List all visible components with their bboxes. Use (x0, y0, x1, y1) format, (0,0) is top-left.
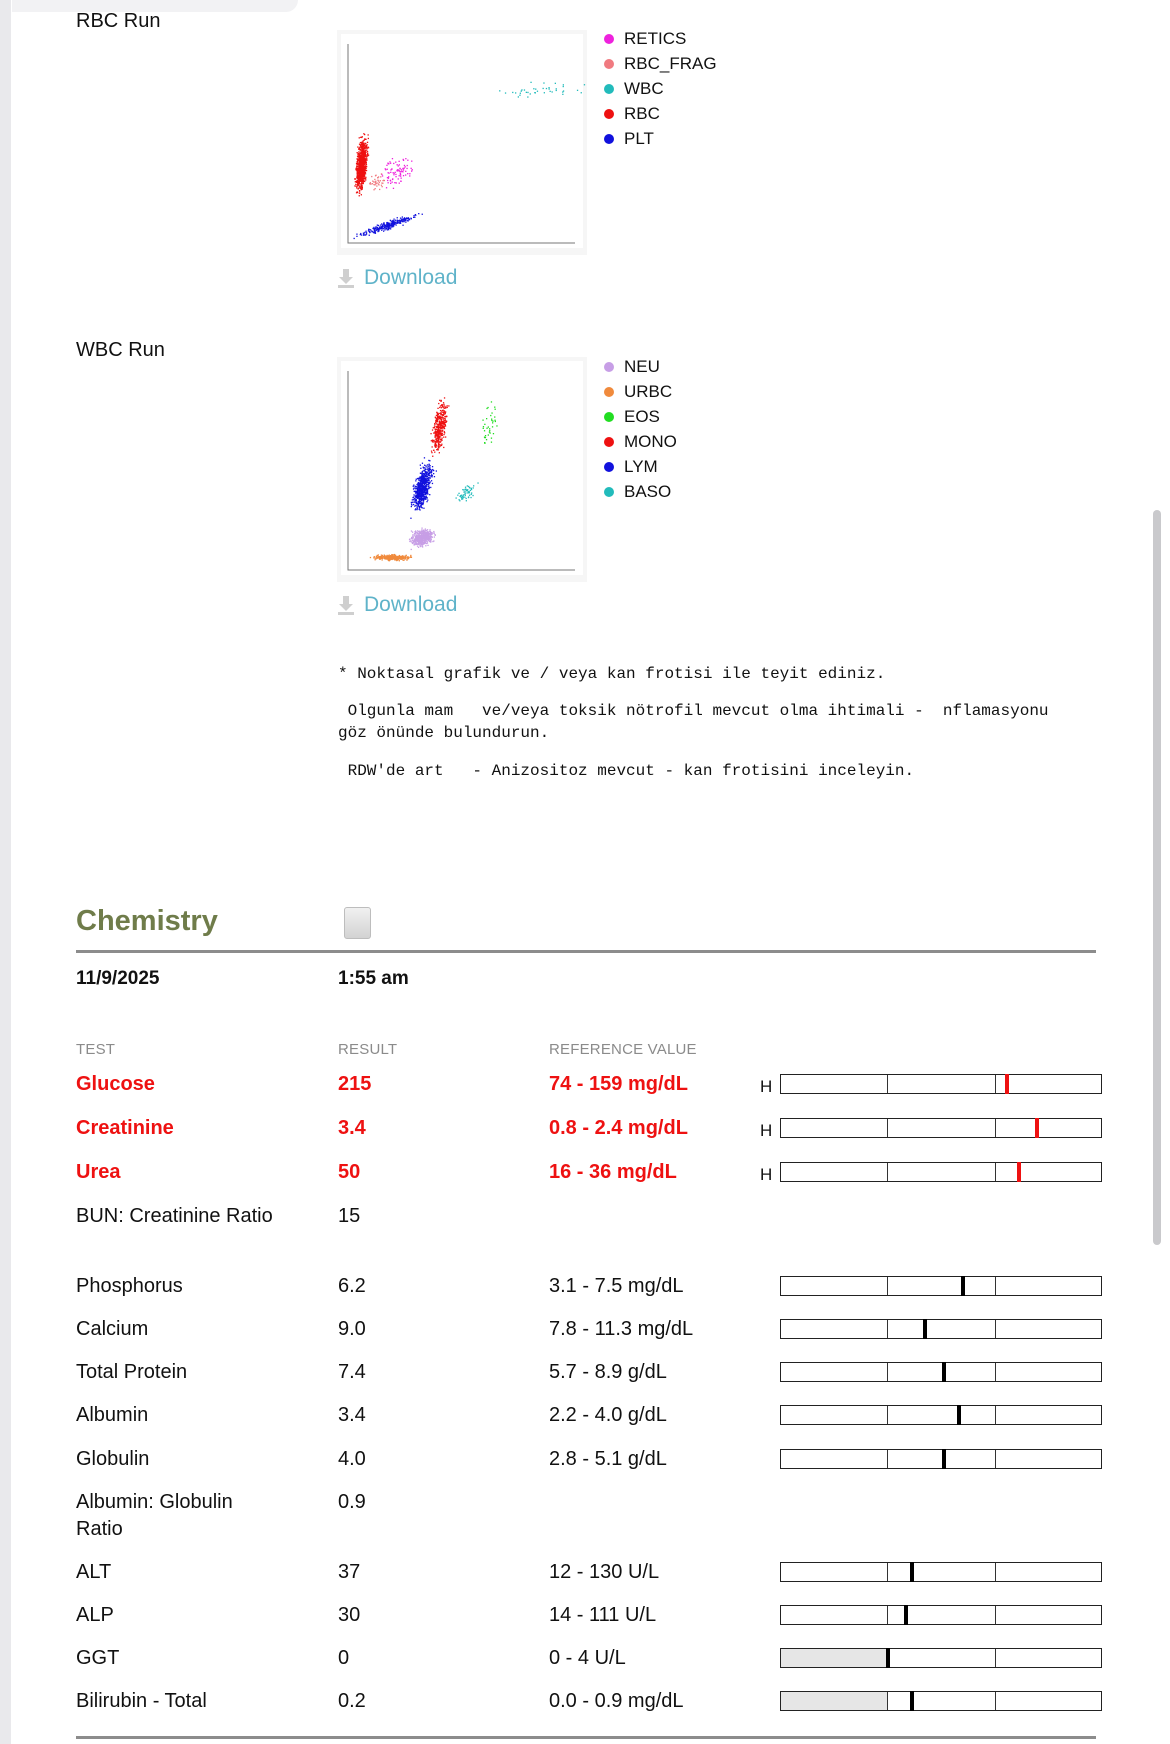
test-result: 15 (338, 1205, 361, 1227)
range-bar-divider (887, 1320, 888, 1338)
test-result: 4.0 (338, 1448, 366, 1470)
range-bar-divider (995, 1277, 996, 1295)
legend-dot-icon (604, 34, 614, 44)
plot-area (341, 34, 583, 248)
reference-range: 7.8 - 11.3 mg/dL (549, 1318, 694, 1340)
range-bar (780, 1449, 1102, 1469)
result-date: 11/9/2025 (76, 968, 160, 989)
legend-item-wbc (604, 76, 717, 101)
download-icon (337, 268, 355, 288)
test-name: Globulin (76, 1448, 150, 1470)
test-result: 7.4 (338, 1361, 366, 1383)
legend-label: EOS (624, 406, 660, 426)
reference-range: 0.8 - 2.4 mg/dL (549, 1117, 688, 1139)
test-result: 30 (338, 1604, 361, 1626)
legend-label: PLT (624, 128, 654, 148)
test-result: 6.2 (338, 1275, 366, 1297)
legend-dot-icon (604, 109, 614, 119)
reference-range: 14 - 111 U/L (549, 1604, 657, 1626)
test-result: 215 (338, 1073, 372, 1095)
print-icon[interactable] (344, 907, 371, 939)
test-name: ALT (76, 1561, 112, 1583)
range-bar-marker (910, 1562, 914, 1582)
high-flag: H (760, 1165, 773, 1184)
range-bar-marker (957, 1405, 961, 1425)
range-bar-marker (910, 1691, 914, 1711)
legend-label: RBC_FRAG (624, 53, 717, 73)
range-bar (780, 1162, 1102, 1182)
note-toxic-neutrophil: Olgunla mam ve/veya toksik nötrofil mevcut olma ihtimali - nflamasyonu göz önünde bulundurun. (338, 702, 1049, 742)
test-name: Albumin: Globulin Ratio (76, 1491, 233, 1540)
range-bar-marker (1035, 1118, 1039, 1138)
wbc-download-link[interactable] (337, 593, 457, 617)
range-bar-shade (781, 1692, 888, 1710)
range-bar-divider (887, 1450, 888, 1468)
test-name: Glucose (76, 1073, 155, 1095)
range-bar-divider (887, 1406, 888, 1424)
range-bar-marker (942, 1449, 946, 1469)
range-bar-divider (995, 1363, 996, 1381)
range-bar (780, 1276, 1102, 1296)
legend-label: NEU (624, 356, 660, 376)
reference-range: 3.1 - 7.5 mg/dL (549, 1275, 684, 1297)
legend-dot-icon (604, 387, 614, 397)
reference-range: 0.0 - 0.9 mg/dL (549, 1690, 684, 1712)
test-name: Total Protein (76, 1361, 188, 1383)
chemistry-title: Chemistry (76, 905, 218, 937)
range-bar-divider (887, 1606, 888, 1624)
range-bar-divider (995, 1119, 996, 1137)
test-name: Bilirubin - Total (76, 1690, 207, 1712)
column-header-result: RESULT (338, 1041, 398, 1058)
range-bar (780, 1605, 1102, 1625)
range-bar-divider (995, 1075, 996, 1093)
legend-dot-icon (604, 487, 614, 497)
range-bar (780, 1074, 1102, 1094)
high-flag: H (760, 1077, 773, 1096)
legend-item-retics (604, 26, 717, 51)
range-bar-marker (1017, 1162, 1021, 1182)
legend-dot-icon (604, 134, 614, 144)
range-bar-divider (995, 1320, 996, 1338)
test-result: 0.2 (338, 1690, 366, 1712)
legend-item-eos (604, 404, 677, 429)
test-name: Albumin (76, 1404, 149, 1426)
note-confirm-smear: * Noktasal grafik ve / veya kan frotisi ile teyit ediniz. (338, 665, 886, 683)
download-label[interactable]: Download (364, 266, 458, 289)
legend-label: MONO (624, 431, 677, 451)
download-icon (337, 595, 355, 615)
test-name: Phosphorus (76, 1275, 183, 1297)
range-bar-divider (995, 1692, 996, 1710)
range-bar-divider (887, 1363, 888, 1381)
range-bar-divider (887, 1075, 888, 1093)
range-bar-divider (995, 1406, 996, 1424)
reference-range: 16 - 36 mg/dL (549, 1161, 677, 1183)
test-name: Urea (76, 1161, 121, 1183)
legend-item-plt (604, 126, 717, 151)
column-header-reference: REFERENCE VALUE (549, 1041, 697, 1058)
test-name: Creatinine (76, 1117, 174, 1139)
test-result: 0.9 (338, 1491, 366, 1513)
section-divider (76, 1736, 1096, 1739)
test-result: 9.0 (338, 1318, 366, 1340)
legend-label: RBC (624, 103, 660, 123)
plot-area (341, 361, 583, 575)
range-bar (780, 1691, 1102, 1711)
range-bar-marker (961, 1276, 965, 1296)
reference-range: 2.8 - 5.1 g/dL (549, 1448, 667, 1470)
range-bar-divider (887, 1277, 888, 1295)
range-bar-divider (887, 1563, 888, 1581)
range-bar-divider (995, 1606, 996, 1624)
test-result: 3.4 (338, 1117, 366, 1139)
download-label[interactable]: Download (364, 593, 458, 616)
range-bar (780, 1405, 1102, 1425)
range-bar-marker (923, 1319, 927, 1339)
range-bar-divider (887, 1163, 888, 1181)
test-result: 3.4 (338, 1404, 366, 1426)
range-bar-divider (995, 1450, 996, 1468)
reference-range: 74 - 159 mg/dL (549, 1073, 688, 1095)
legend-dot-icon (604, 59, 614, 69)
range-bar-shade (781, 1649, 888, 1667)
range-bar (780, 1648, 1102, 1668)
wbc-legend (604, 354, 677, 504)
rbc-legend (604, 26, 717, 151)
legend-label: RETICS (624, 28, 687, 48)
range-bar-divider (887, 1119, 888, 1137)
wbc-scatter-svg (337, 357, 587, 582)
section-divider (76, 950, 1096, 953)
range-bar-marker (942, 1362, 946, 1382)
range-bar-divider (887, 1692, 888, 1710)
range-bar-marker (1005, 1074, 1009, 1094)
range-bar-divider (995, 1649, 996, 1667)
wbc-run-label: WBC Run (76, 339, 165, 361)
rbc-scatter-plot (337, 30, 587, 255)
legend-dot-icon (604, 362, 614, 372)
legend-item-rbc (604, 101, 717, 126)
result-time: 1:55 am (338, 968, 409, 989)
reference-range: 5.7 - 8.9 g/dL (549, 1361, 667, 1383)
legend-dot-icon (604, 437, 614, 447)
range-bar-divider (995, 1563, 996, 1581)
test-result: 0 (338, 1647, 350, 1669)
test-result: 50 (338, 1161, 361, 1183)
rbc-run-label: RBC Run (76, 10, 161, 32)
legend-dot-icon (604, 462, 614, 472)
wbc-scatter-plot (337, 357, 587, 582)
range-bar (780, 1319, 1102, 1339)
range-bar-marker (904, 1605, 908, 1625)
range-bar (780, 1562, 1102, 1582)
legend-item-mono (604, 429, 677, 454)
reference-range: 2.2 - 4.0 g/dL (549, 1404, 667, 1426)
legend-label: LYM (624, 456, 658, 476)
test-name: Calcium (76, 1318, 149, 1340)
legend-item-rbc-frag (604, 51, 717, 76)
legend-dot-icon (604, 84, 614, 94)
rbc-scatter-svg (337, 30, 587, 255)
test-name: ALP (76, 1604, 114, 1626)
left-edge (0, 0, 11, 1744)
reference-range: 12 - 130 U/L (549, 1561, 660, 1583)
rbc-download-link[interactable] (337, 266, 457, 290)
legend-item-baso (604, 479, 677, 504)
high-flag: H (760, 1121, 773, 1140)
legend-label: WBC (624, 78, 664, 98)
range-bar (780, 1362, 1102, 1382)
legend-item-neu (604, 354, 677, 379)
legend-item-lym (604, 454, 677, 479)
note-rdw: RDW'de art - Anizositoz mevcut - kan frotisini inceleyin. (338, 762, 915, 780)
range-bar-divider (995, 1163, 996, 1181)
reference-range: 0 - 4 U/L (549, 1647, 626, 1669)
legend-dot-icon (604, 412, 614, 422)
legend-label: URBC (624, 381, 673, 401)
range-bar (780, 1118, 1102, 1138)
column-header-test: TEST (76, 1041, 116, 1058)
scrollbar-thumb[interactable] (1153, 510, 1161, 1245)
test-name: BUN: Creatinine Ratio (76, 1205, 273, 1227)
range-bar-marker (886, 1648, 890, 1668)
legend-label: BASO (624, 481, 672, 501)
legend-item-urbc (604, 379, 677, 404)
test-name: GGT (76, 1647, 120, 1669)
test-result: 37 (338, 1561, 361, 1583)
